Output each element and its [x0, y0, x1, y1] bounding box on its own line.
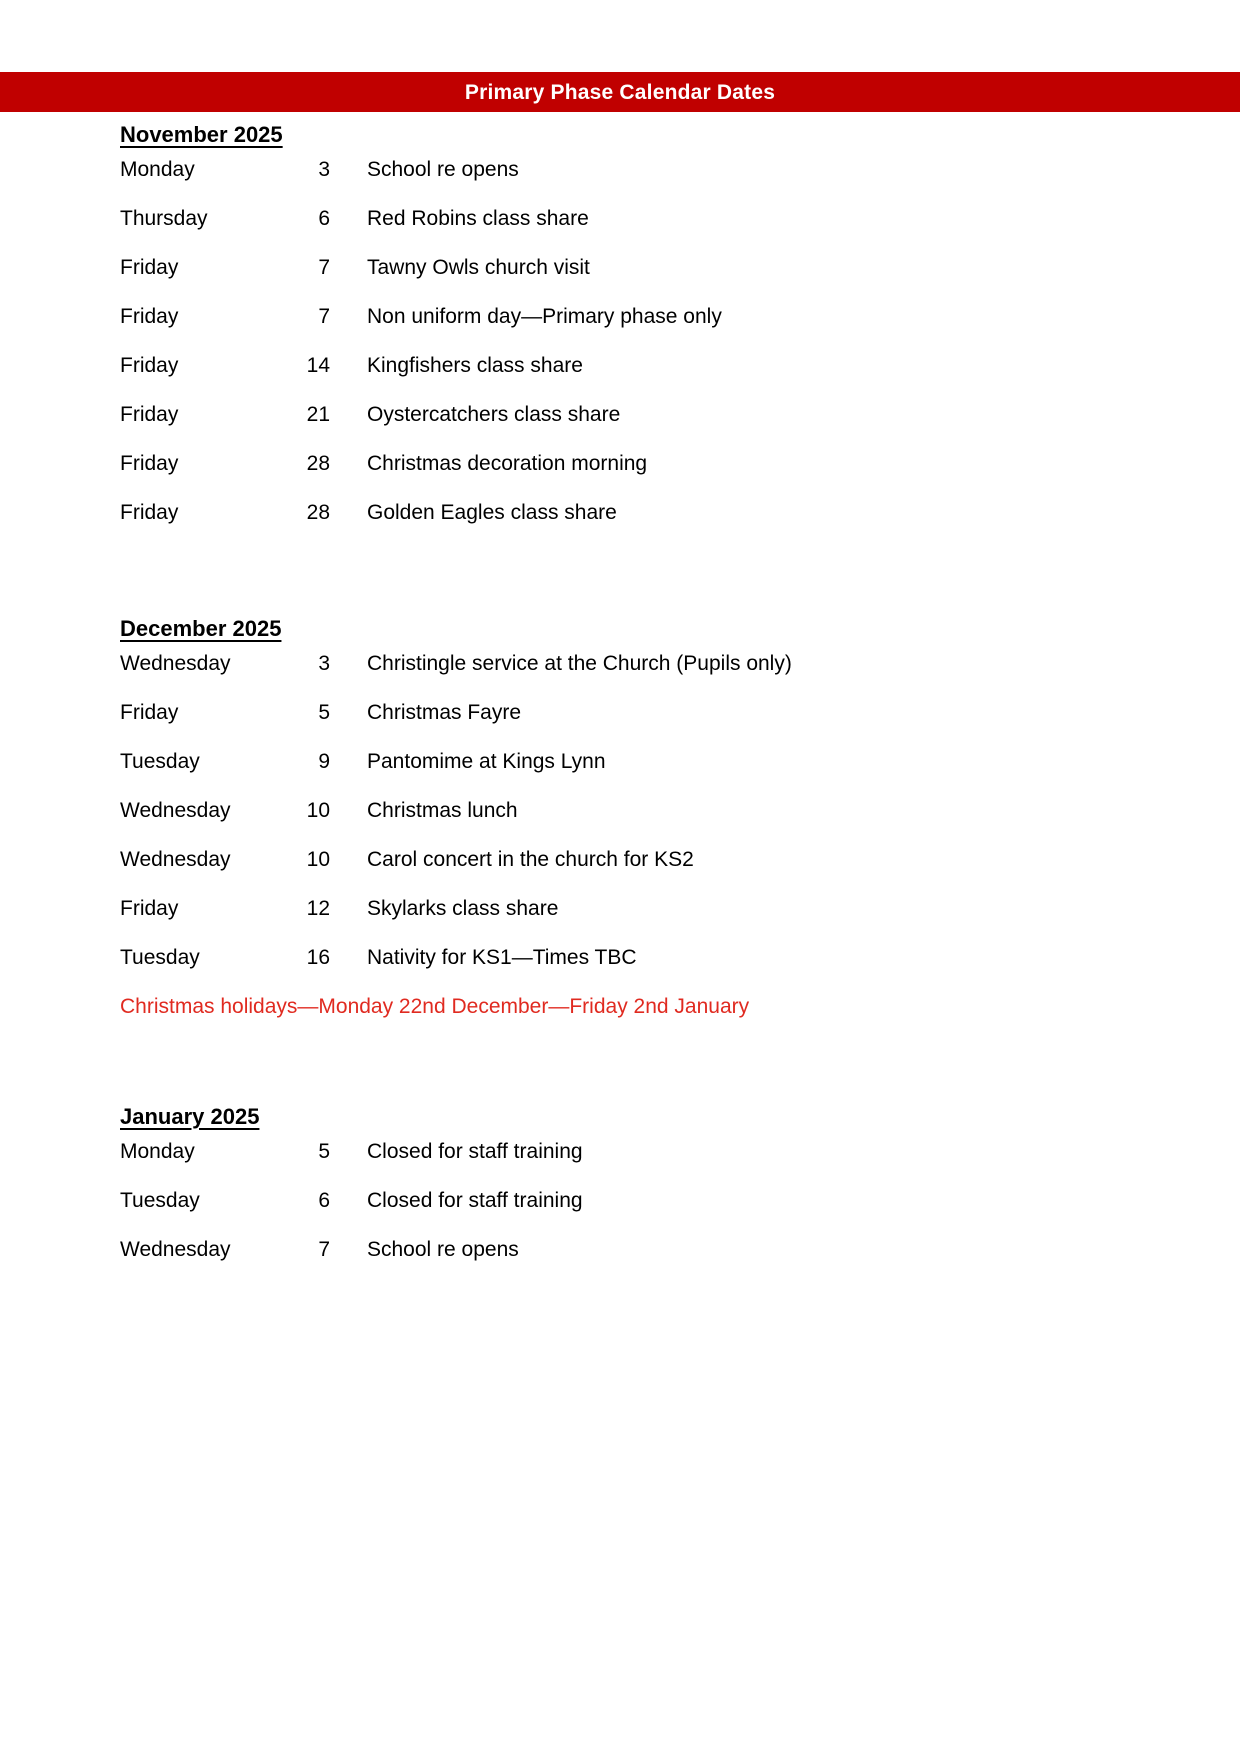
table-row: [120, 305, 1240, 354]
event-title: School re opens: [367, 1238, 519, 1261]
event-day: Friday: [120, 256, 179, 279]
table-row: [120, 1238, 1240, 1287]
page-title: Primary Phase Calendar Dates: [464, 80, 776, 104]
event-day: Friday: [120, 501, 179, 524]
table-row: [120, 354, 1240, 403]
event-day: Monday: [120, 1140, 195, 1163]
table-row: [120, 946, 1240, 995]
month-section-january: [120, 1094, 1240, 1287]
event-list: [120, 652, 1240, 1044]
event-title: School re opens: [367, 158, 519, 181]
event-title: Red Robins class share: [367, 207, 589, 230]
event-date: 7: [318, 305, 330, 328]
event-title: Skylarks class share: [367, 897, 559, 920]
event-date: 16: [306, 946, 330, 969]
month-heading-row: [120, 606, 1240, 652]
month-heading-row: [120, 1094, 1240, 1140]
section-spacer: [120, 550, 1240, 606]
event-day: Friday: [120, 897, 179, 920]
table-row: [120, 256, 1240, 305]
event-date: 7: [318, 256, 330, 279]
event-title: Closed for staff training: [367, 1140, 583, 1163]
event-title: Christingle service at the Church (Pupils only): [367, 652, 792, 675]
event-date: 12: [306, 897, 330, 920]
calendar-content: [0, 112, 1240, 1287]
event-title: Golden Eagles class share: [367, 501, 617, 524]
table-row: [120, 750, 1240, 799]
event-list: [120, 158, 1240, 550]
event-date: 28: [306, 501, 330, 524]
event-title: Closed for staff training: [367, 1189, 583, 1212]
event-date: 5: [318, 1140, 330, 1163]
event-day: Wednesday: [120, 652, 231, 675]
event-list: [120, 1140, 1240, 1287]
event-date: 6: [318, 207, 330, 230]
event-date: 3: [318, 158, 330, 181]
event-day: Wednesday: [120, 848, 231, 871]
event-date: 28: [306, 452, 330, 475]
event-date: 3: [318, 652, 330, 675]
event-date: 10: [306, 799, 330, 822]
table-row: [120, 799, 1240, 848]
event-day: Tuesday: [120, 750, 200, 773]
event-day: Tuesday: [120, 1189, 200, 1212]
table-row: [120, 403, 1240, 452]
event-day: Wednesday: [120, 799, 231, 822]
event-day: Friday: [120, 403, 179, 426]
holiday-note: Christmas holidays—Monday 22nd December—Friday 2nd January: [120, 995, 750, 1018]
table-row: [120, 701, 1240, 750]
event-date: 5: [318, 701, 330, 724]
event-title: Pantomime at Kings Lynn: [367, 750, 606, 773]
event-date: 14: [306, 354, 330, 377]
event-day: Monday: [120, 158, 195, 181]
event-day: Tuesday: [120, 946, 200, 969]
table-row: [120, 207, 1240, 256]
event-day: Friday: [120, 701, 179, 724]
event-day: Thursday: [120, 207, 208, 230]
table-row: [120, 897, 1240, 946]
event-date: 21: [306, 403, 330, 426]
month-heading-row: [120, 112, 1240, 158]
event-title: Non uniform day—Primary phase only: [367, 305, 722, 328]
page-header-banner: [0, 72, 1240, 112]
table-row: [120, 158, 1240, 207]
month-section-november: [120, 112, 1240, 550]
section-spacer: [120, 1044, 1240, 1094]
event-title: Nativity for KS1—Times TBC: [367, 946, 637, 969]
month-section-december: [120, 606, 1240, 1044]
event-date: 9: [318, 750, 330, 773]
event-day: Wednesday: [120, 1238, 231, 1261]
event-day: Friday: [120, 452, 179, 475]
event-title: Kingfishers class share: [367, 354, 583, 377]
table-row: [120, 452, 1240, 501]
table-row: [120, 1189, 1240, 1238]
event-title: Carol concert in the church for KS2: [367, 848, 694, 871]
table-row: [120, 848, 1240, 897]
month-heading: November 2025: [120, 122, 283, 147]
table-row: [120, 652, 1240, 701]
table-row: [120, 501, 1240, 550]
event-title: Oystercatchers class share: [367, 403, 621, 426]
event-date: 7: [318, 1238, 330, 1261]
table-row: [120, 1140, 1240, 1189]
event-title: Christmas Fayre: [367, 701, 522, 724]
event-date: 6: [318, 1189, 330, 1212]
event-day: Friday: [120, 354, 179, 377]
event-day: Friday: [120, 305, 179, 328]
event-date: 10: [306, 848, 330, 871]
event-title: Tawny Owls church visit: [367, 256, 590, 279]
month-heading: January 2025: [120, 1104, 260, 1129]
event-title: Christmas lunch: [367, 799, 518, 822]
event-title: Christmas decoration morning: [367, 452, 648, 475]
month-heading: December 2025: [120, 616, 282, 641]
